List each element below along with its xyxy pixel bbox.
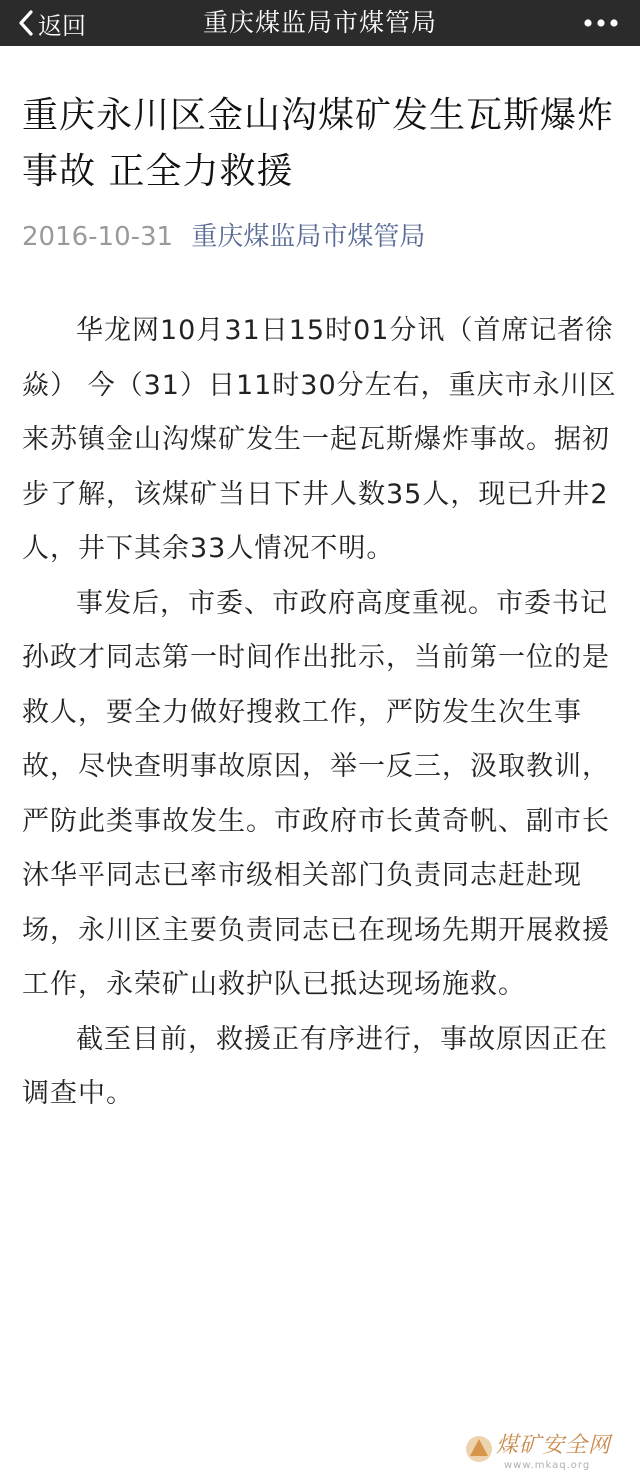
more-dots-icon (584, 19, 618, 27)
nav-title: 重庆煤监局市煤管局 (202, 8, 437, 37)
watermark-url: www.mkaq.org (504, 1460, 591, 1471)
source-account-link[interactable]: 重庆煤监局市煤管局 (191, 222, 426, 252)
article-body (22, 304, 622, 1122)
article (22, 88, 622, 1122)
article-title: 重庆永川区金山沟煤矿发生瓦斯爆炸事故 正全力救援 (22, 95, 615, 192)
more-button[interactable] (584, 0, 618, 46)
watermark-logo-icon (464, 1434, 494, 1464)
back-button[interactable] (18, 0, 86, 46)
article-meta (22, 220, 622, 254)
publish-date: 2016-10-31 (22, 222, 174, 252)
site-watermark (464, 1432, 632, 1472)
paragraph: 截至目前，救援正有序进行，事故原因正在调查中。 (22, 1023, 608, 1109)
top-nav-bar (0, 0, 640, 46)
paragraph: 华龙网10月31日15时01分讯（首席记者徐焱） 今（31）日11时30分左右，重庆市永川区来苏镇金山沟煤矿发生一起瓦斯爆炸事故。据初步了解，该煤矿当日下井人数35人，现已升井2人，井下其余33人情况不明。 (22, 315, 617, 564)
back-label: 返回 (38, 11, 86, 40)
chevron-left-icon (18, 10, 34, 36)
paragraph: 事发后，市委、市政府高度重视。市委书记孙政才同志第一时间作出批示，当前第一位的是救人，要全力做好搜救工作，严防发生次生事故，尽快查明事故原因，举一反三，汲取教训，严防此类事故发生。市政府市长黄奇帆、副市长沐华平同志已率市级相关部门负责同志赶赴现场，永川区主要负责同志已在现场先期开展救援工作，永荣矿山救护队已抵达现场施救。 (22, 587, 610, 1000)
watermark-name: 煤矿安全网 (496, 1433, 612, 1458)
